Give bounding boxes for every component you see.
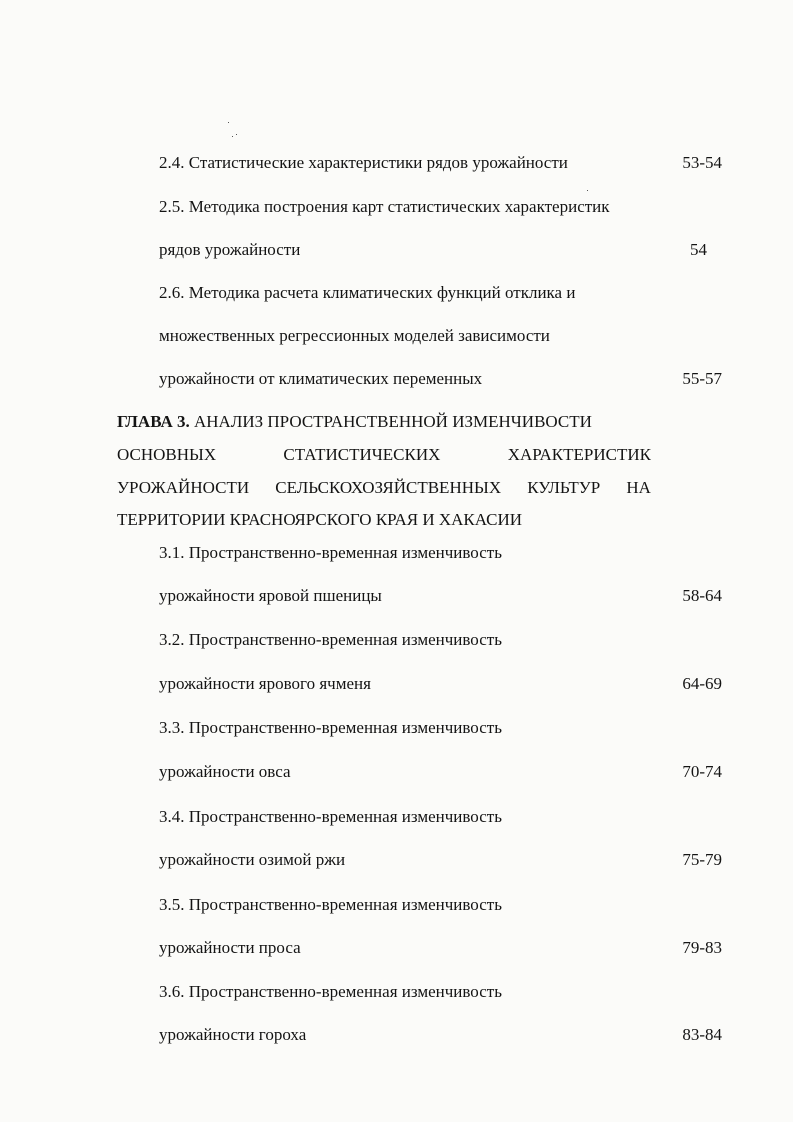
toc-entry-2-6-line-1: 2.6. Методика расчета климатических функций отклика и <box>159 283 576 302</box>
toc-entry-3-6-pages: 83-84 <box>682 1025 722 1044</box>
chapter-3-heading-line-3 <box>117 478 651 498</box>
scan-speck <box>228 122 229 123</box>
toc-entry-3-5-line-2: урожайности проса <box>159 938 301 957</box>
toc-entry-2-5-pages: 54 <box>690 240 707 259</box>
toc-entry-3-4-line-1: 3.4. Пространственно-временная изменчивость <box>159 807 502 826</box>
scan-speck <box>236 134 237 135</box>
scan-speck <box>232 136 233 137</box>
toc-entry-3-1-line-1: 3.1. Пространственно-временная изменчивость <box>159 543 502 562</box>
toc-entry-3-5-pages: 79-83 <box>682 938 722 957</box>
chapter-3-word: КУЛЬТУР <box>527 478 601 497</box>
chapter-3-word: СТАТИСТИЧЕСКИХ <box>283 445 441 464</box>
toc-entry-2-5-line-1: 2.5. Методика построения карт статистических характеристик <box>159 197 610 216</box>
toc-entry-2-6-line-2: множественных регрессионных моделей зависимости <box>159 326 550 345</box>
toc-entry-3-3-line-2: урожайности овса <box>159 762 291 781</box>
chapter-3-word: УРОЖАЙНОСТИ <box>117 478 250 497</box>
chapter-3-word: НА <box>626 478 651 497</box>
chapter-3-title-part-1: АНАЛИЗ ПРОСТРАНСТВЕННОЙ ИЗМЕНЧИВОСТИ <box>194 412 592 431</box>
toc-entry-2-4-pages: 53-54 <box>682 153 722 172</box>
toc-entry-3-2-line-1: 3.2. Пространственно-временная изменчивость <box>159 630 502 649</box>
toc-entry-3-3-line-1: 3.3. Пространственно-временная изменчивость <box>159 718 502 737</box>
chapter-3-heading-line-1 <box>117 412 651 432</box>
toc-entry-3-6-line-2: урожайности гороха <box>159 1025 307 1044</box>
toc-entry-3-5-line-1: 3.5. Пространственно-временная изменчивость <box>159 895 502 914</box>
toc-entry-2-6-pages: 55-57 <box>682 369 722 388</box>
toc-entry-3-1-line-2: урожайности яровой пшеницы <box>159 586 382 605</box>
chapter-3-label: ГЛАВА 3. <box>117 412 190 431</box>
chapter-3-word: ХАРАКТЕРИСТИК <box>507 445 651 464</box>
chapter-3-word: ОСНОВНЫХ <box>117 445 217 464</box>
toc-entry-3-2-line-2: урожайности ярового ячменя <box>159 674 371 693</box>
toc-entry-3-4-pages: 75-79 <box>682 850 722 869</box>
chapter-3-word: СЕЛЬСКОХОЗЯЙСТВЕННЫХ <box>275 478 502 497</box>
toc-entry-2-6-line-3: урожайности от климатических переменных <box>159 369 483 388</box>
scan-speck <box>587 190 588 191</box>
chapter-3-heading-line-4: ТЕРРИТОРИИ КРАСНОЯРСКОГО КРАЯ И ХАКАСИИ <box>117 510 523 529</box>
toc-entry-3-6-line-1: 3.6. Пространственно-временная изменчивость <box>159 982 502 1001</box>
toc-entry-3-1-pages: 58-64 <box>682 586 722 605</box>
toc-entry-3-3-pages: 70-74 <box>682 762 722 781</box>
toc-entry-2-5-line-2: рядов урожайности <box>159 240 301 259</box>
toc-entry-2-4-line-1: 2.4. Статистические характеристики рядов урожайности <box>159 153 568 172</box>
chapter-3-heading-line-2 <box>117 445 651 465</box>
toc-entry-3-4-line-2: урожайности озимой ржи <box>159 850 346 869</box>
toc-entry-3-2-pages: 64-69 <box>682 674 722 693</box>
